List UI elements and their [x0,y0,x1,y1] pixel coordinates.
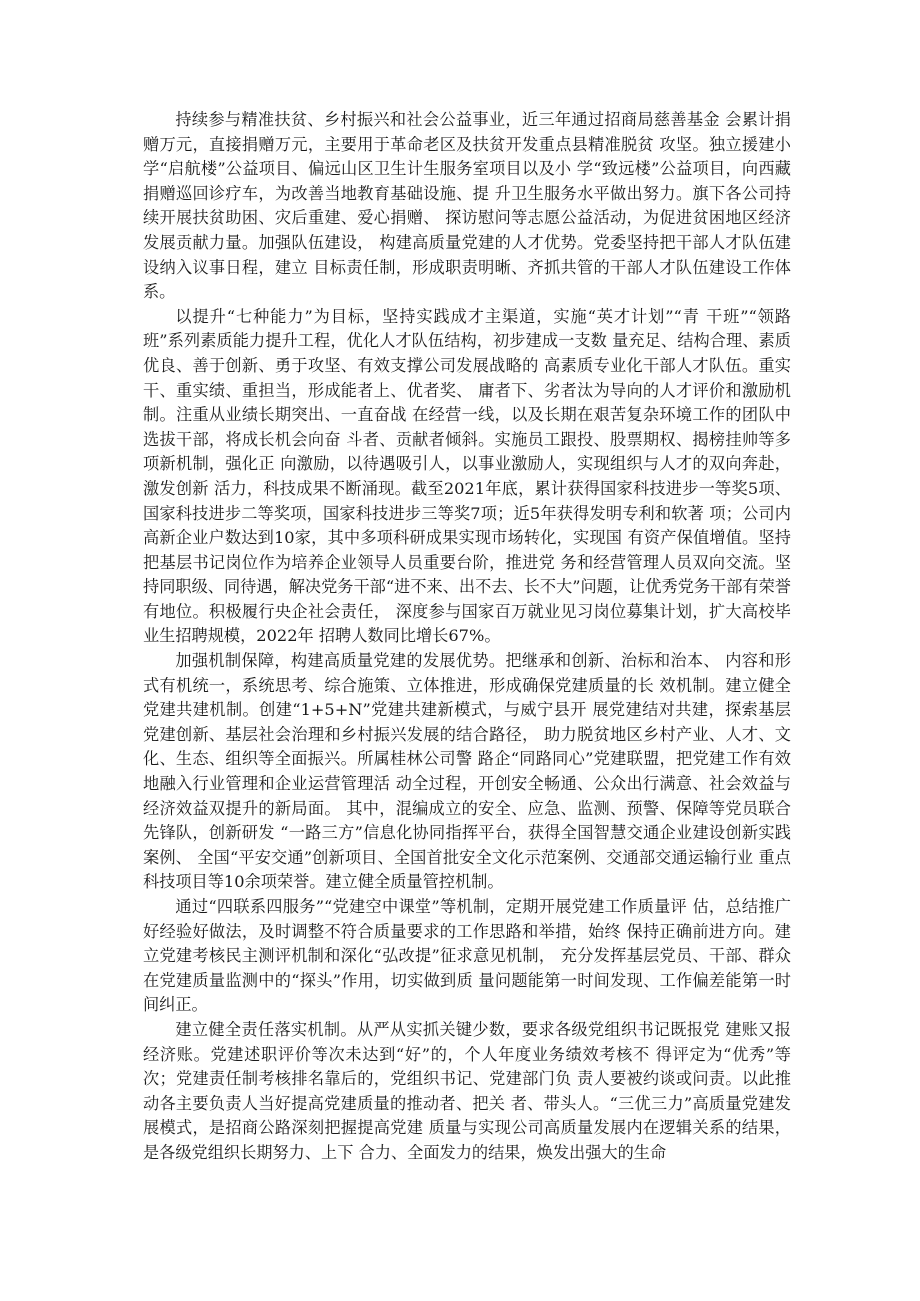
document-body [143,108,791,1166]
paragraph-quality-evaluation: 通过“四联系四服务”“党建空中课堂”等机制，定期开展党建工作质量评 估，总结推广好经验好做法，及时调整不符合质量要求的工作思路和举措，始终 保持正确前进方向。建立党建考核民主测评机制和深化“弘改提”征求意见机制， 充分发挥基层党员、干部、群众在党建质量监测中的“探头”作用，切实做到质 量问题能第一时间发现、工作偏差能第一时间纠正。 [143,897,791,1015]
paragraph-talent-team: 以提升“七种能力”为目标，坚持实践成才主渠道，实施“英才计划”“青 干班”“领路班”系列素质能力提升工程，优化人才队伍结构，初步建成一支数 量充足、结构合理、素质优良、善于创新、勇于攻坚、有效支撑公司发展战略的 高素质专业化干部人才队伍。重实干、重实绩、重担当，形成能者上、优者奖、 庸者下、劣者汰为导向的人才评价和激励机制。注重从业绩长期突出、一直奋战 在经营一线，以及长期在艰苦复杂环境工作的团队中选拔干部，将成长机会向奋 斗者、贡献者倾斜。实施员工跟投、股票期权、揭榜挂帅等多项新机制，强化正 向激励，以待遇吸引人，以事业激励人，实现组织与人才的双向奔赴，激发创新 活力，科技成果不断涌现。截至2021年底，累计获得国家科技进步一等奖5项、 国家科技进步二等奖项，国家科技进步三等奖7项；近5年获得发明专利和软著 项；公司内高新企业户数达到10家，其中多项科研成果实现市场转化，实现国 有资产保值增值。坚持把基层书记岗位作为培养企业领导人员重要台阶，推进党 务和经营管理人员双向交流。坚持同职级、同待遇，解决党务干部“进不来、出不去、长不大”问题，让优秀党务干部有荣誉有地位。积极履行央企社会责任， 深度参与国家百万就业见习岗位募集计划，扩大高校毕业生招聘规模，2022年 招聘人数同比增长67%。 [143,306,791,646]
paragraph-responsibility: 建立健全责任落实机制。从严从实抓关键少数，要求各级党组织书记既报党 建账又报经济账。党建述职评价等次未达到“好”的，个人年度业务绩效考核不 得评定为“优秀”等次；党建责任制考核排名靠后的，党组织书记、党建部门负 责人要被约谈或问责。以此推动各主要负责人当好提高党建质量的推动者、把关 者、带头人。“三优三力”高质量党建发展模式，是招商公路深刻把握提高党建 质量与实现公司高质量发展内在逻辑关系的结果，是各级党组织长期努力、上下 合力、全面发力的结果，焕发出强大的生命 [143,1019,791,1162]
paragraph-poverty-alleviation: 持续参与精准扶贫、乡村振兴和社会公益事业，近三年通过招商局慈善基金 会累计捐赠万元，直接捐赠万元，主要用于革命老区及扶贫开发重点县精准脱贫 攻坚。独立援建小学“启航楼”公益项目、偏远山区卫生计生服务室项目以及小 学“致远楼”公益项目，向西藏捐赠巡回诊疗车，为改善当地教育基础设施、提 升卫生服务水平做出努力。旗下各公司持续开展扶贫助困、灾后重建、爱心捐赠、 探访慰问等志愿公益活动，为促进贫困地区经济发展贡献力量。加强队伍建设， 构建高质量党建的人才优势。党委坚持把干部人才队伍建设纳入议事日程，建立 目标责任制，形成职责明晰、齐抓共管的干部人才队伍建设工作体系。 [143,110,791,302]
paragraph-mechanism-guarantee: 加强机制保障，构建高质量党建的发展优势。把继承和创新、治标和治本、 内容和形式有机统一，系统思考、综合施策、立体推进，形成确保党建质量的长 效机制。建立健全党建共建机制。创建“1+5+N”党建共建新模式，与威宁县开 展党建结对共建，探索基层党建创新、基层社会治理和乡村振兴发展的结合路径， 助力脱贫地区乡村产业、人才、文化、生态、组织等全面振兴。所属桂林公司警 路企“同路同心”党建联盟，把党建工作有效地融入行业管理和企业运营管理活 动全过程，开创安全畅通、公众出行满意、社会效益与经济效益双提升的新局面。 其中，混编成立的安全、应急、监测、预警、保障等党员联合先锋队，创新研发 “一路三方”信息化协同指挥平台，获得全国智慧交通企业建设创新实践案例、 全国“平安交通”创新项目、全国首批安全文化示范案例、交通部交通运输行业 重点科技项目等10余项荣誉。建立健全质量管控机制。 [143,651,791,892]
